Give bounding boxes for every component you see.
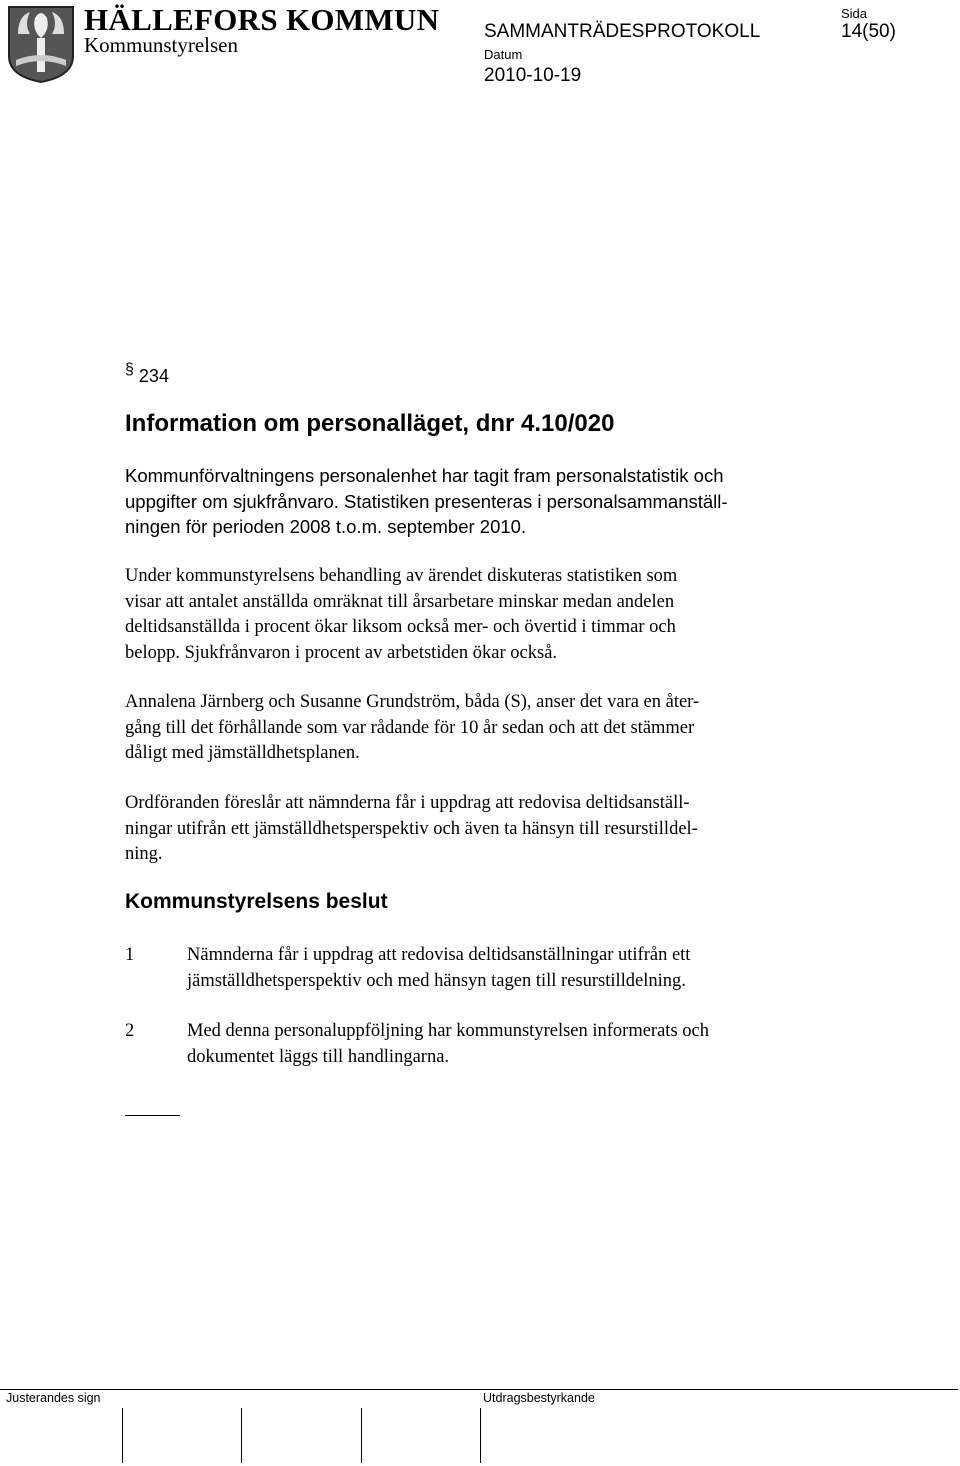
date-label: Datum [484,47,523,62]
decision-item-line: dokumentet läggs till handlingarna. [187,1046,450,1067]
section-number-text: 234 [138,366,169,386]
signature-label: Justerandes sign [6,1391,101,1405]
decision-heading: Kommunstyrelsens beslut [125,890,388,913]
paragraph-2 [125,564,825,667]
decision-item-line: Med denna personaluppföljning har kommunstyrelsen informerats och [187,1021,709,1041]
signature-box-divider [241,1408,242,1463]
footer-divider [0,1389,958,1390]
paragraph-line: visar att antalet anställda omräknat till årsarbetare minskar medan andelen [125,591,675,612]
municipality-coat-of-arms [6,4,76,84]
organization-name: HÄLLEFORS KOMMUN [84,2,440,37]
section-symbol: § [125,361,134,378]
paragraph-4 [125,791,825,868]
extract-certification-label: Utdragsbestyrkande [483,1391,595,1405]
decision-item-number: 1 [125,945,135,965]
paragraph-line: ningen för perioden 2008 t.o.m. september 2010. [125,516,527,538]
date-value: 2010-10-19 [484,65,582,86]
section-title: Information om personalläget, dnr 4.10/020 [125,410,615,437]
decision-item-text [187,1019,709,1070]
decision-item-line: Nämnderna får i uppdrag att redovisa deltidsanställningar utifrån ett [187,945,691,965]
decision-item-line: jämställdhetsperspektiv och med hänsyn tagen till resurstilldelning. [187,970,686,991]
paragraph-3 [125,690,825,767]
paragraph-1 [125,463,825,540]
paragraph-line: ningar utifrån ett jämställdhetsperspektiv och även ta hänsyn till resurstilldel- [125,818,698,839]
paragraph-line: deltidsanställda i procent ökar liksom också mer- och övertid i timmar och [125,617,676,638]
paragraph-line: uppgifter om sjukfrånvaro. Statistiken presenteras i personalsammanställ- [125,490,728,512]
signature-box-divider [361,1408,362,1463]
signature-box-divider [480,1408,481,1463]
page-label: Sida [841,6,868,21]
section-number [125,361,169,387]
document-type: SAMMANTRÄDESPROTOKOLL [484,21,761,42]
paragraph-line: dåligt med jämställdhetsplanen. [125,743,360,764]
organization-unit: Kommunstyrelsen [84,33,238,57]
paragraph-line: belopp. Sjukfrånvaron i procent av arbetstiden ökar också. [125,643,558,664]
paragraph-line: Ordföranden föreslår att nämnderna får i uppdrag att redovisa deltidsanställ- [125,793,690,813]
paragraph-line: ning. [125,844,163,865]
signature-box-divider [122,1408,123,1463]
page-number: 14(50) [841,21,896,42]
paragraph-line: Under kommunstyrelsens behandling av ärendet diskuteras statistiken som [125,566,678,586]
decision-item-text [187,943,690,994]
paragraph-line: Annalena Järnberg och Susanne Grundström, båda (S), anser det vara en åter- [125,692,700,712]
paragraph-line: gång till det förhållande som var rådande för 10 år sedan och att det stämmer [125,717,695,738]
decision-item-number: 2 [125,1021,135,1041]
section-end-rule [125,1115,180,1116]
paragraph-line: Kommunförvaltningens personalenhet har tagit fram personalstatistik och [125,465,724,486]
